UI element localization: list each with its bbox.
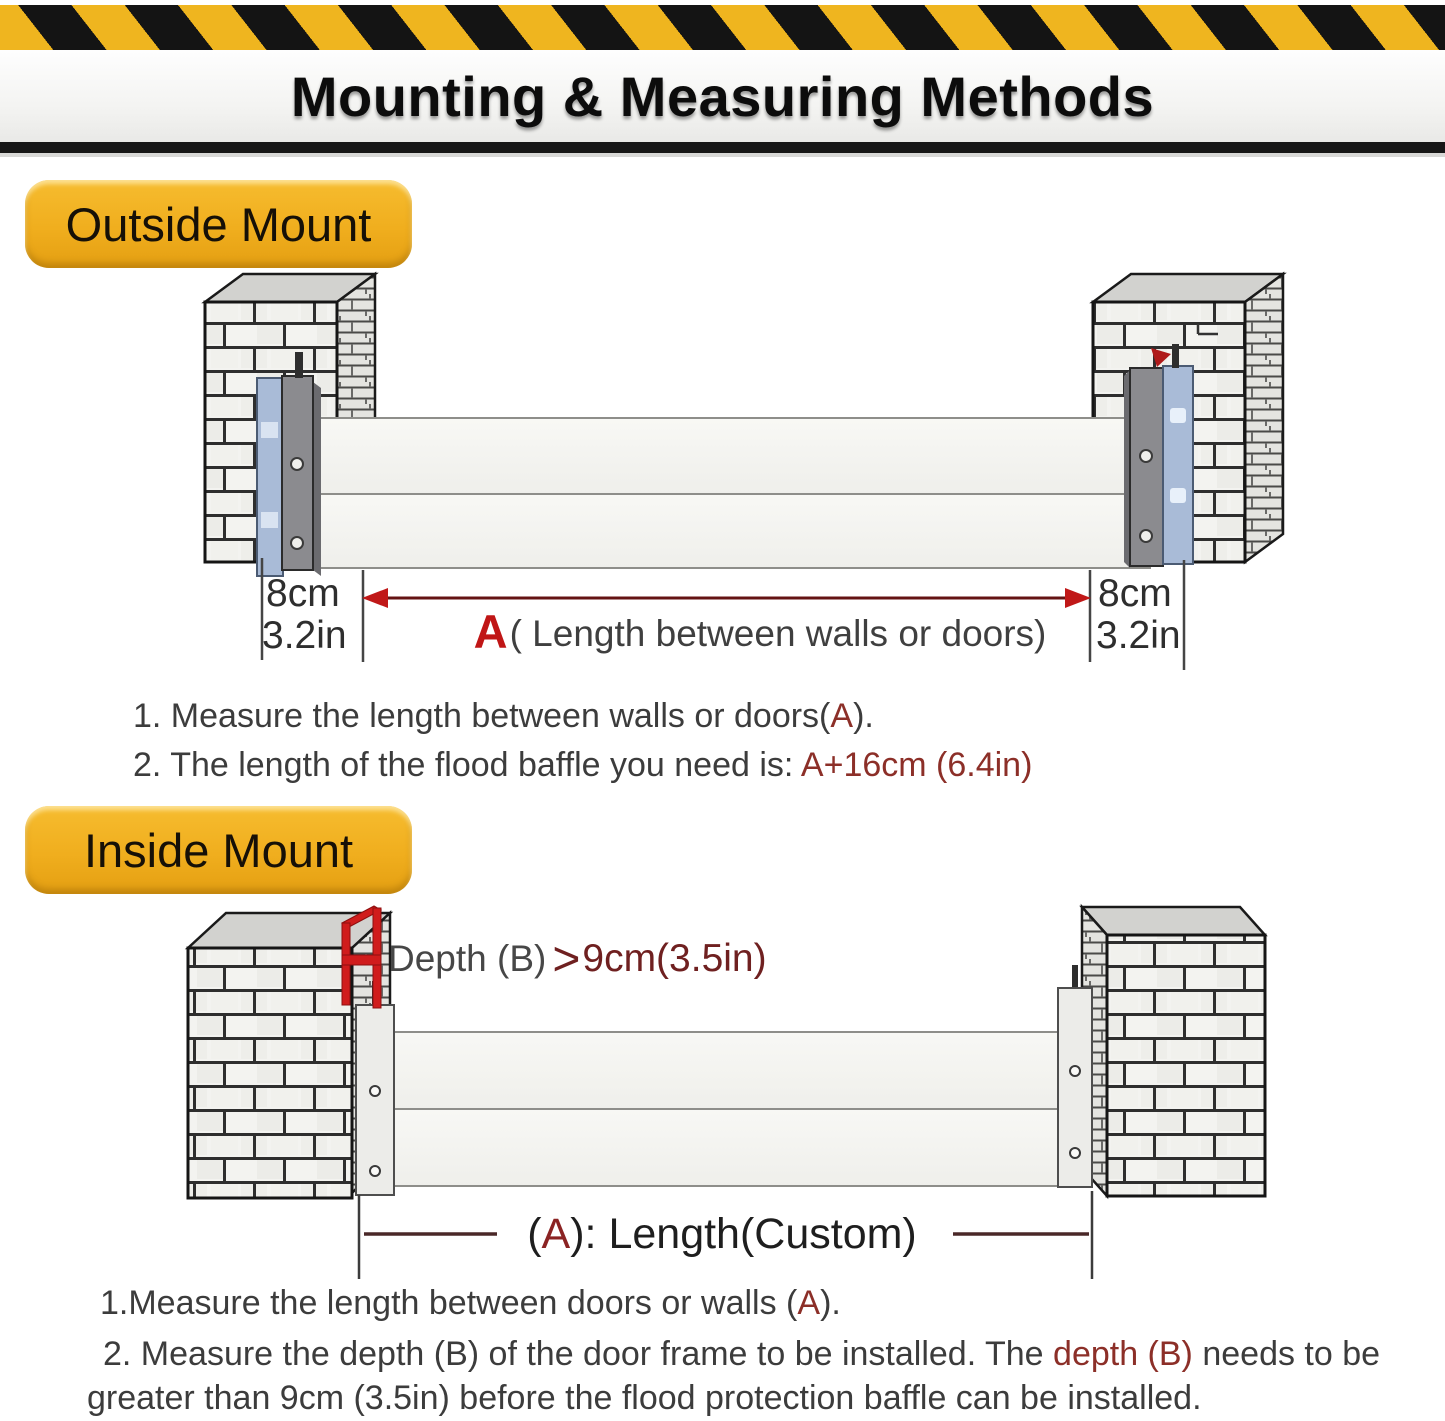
right-overlap-in: 3.2in	[1096, 614, 1181, 657]
inside-mount-badge-label: Inside Mount	[83, 823, 354, 877]
channel-slot-icon	[1170, 408, 1186, 423]
channel-slot-icon	[1170, 488, 1186, 503]
span-annotation	[430, 604, 1090, 659]
outside-step-2: 2. The length of the flood baffle you need is: A+16cm (6.4in)	[133, 746, 1033, 784]
left-wall-channel	[257, 378, 283, 576]
screw-hole-icon	[370, 1166, 380, 1176]
depth-annotation	[388, 932, 767, 987]
hazard-stripes-banner	[0, 0, 1445, 50]
greater-than-sign: >	[552, 933, 581, 986]
inside-right-channel	[1058, 965, 1092, 1187]
anchor-pin	[1072, 965, 1078, 988]
span-text: ( Length between walls or doors)	[509, 613, 1047, 654]
screw-hole-icon	[1070, 1148, 1080, 1158]
inside-left-channel	[356, 981, 394, 1195]
channel-slot-icon	[261, 422, 278, 438]
screw-hole-icon	[370, 1086, 380, 1096]
screw-hole-icon	[1070, 1066, 1080, 1076]
span-letter: A	[473, 605, 508, 658]
depth-label: Depth (B)	[388, 938, 547, 979]
outside-mount-badge-label: Outside Mount	[65, 197, 372, 251]
title-band	[0, 50, 1445, 142]
left-overlap-cm: 8cm	[266, 572, 340, 615]
arrowhead-left-icon	[362, 588, 388, 608]
right-wall-channel	[1163, 366, 1193, 564]
inside-step-1: 1.Measure the length between doors or walls (A).	[100, 1284, 841, 1322]
page-title: Mounting & Measuring Methods	[290, 64, 1155, 128]
screw-hole-icon	[291, 537, 303, 549]
outside-left-mount-hardware	[257, 352, 321, 576]
inside-right-wall	[1082, 907, 1265, 1196]
channel-slot-icon	[261, 512, 278, 528]
anchor-pin	[295, 352, 303, 378]
anchor-pin	[1172, 344, 1179, 368]
outside-right-mount-hardware	[1124, 344, 1193, 568]
screw-hole-icon	[1140, 530, 1152, 542]
depth-value: 9cm(3.5in)	[582, 937, 767, 980]
screw-hole-icon	[291, 458, 303, 470]
length-annotation: (A): Length(Custom)	[527, 1210, 917, 1258]
outside-step-1: 1. Measure the length between walls or doors(A).	[133, 697, 874, 735]
header-black-bar	[0, 142, 1445, 153]
inside-mount-badge	[25, 806, 412, 894]
length-letter: A	[541, 1210, 571, 1258]
right-overlap-cm: 8cm	[1098, 572, 1172, 615]
inside-flood-barrier	[382, 1032, 1072, 1186]
left-overlap-in: 3.2in	[262, 614, 347, 657]
inside-step-2: 2. Measure the depth (B) of the door frame to be installed. The depth (B) needs to be greater than 9cm (3.5in) before the flood protection baffle can be installed.	[87, 1335, 1381, 1417]
screw-hole-icon	[1140, 450, 1152, 462]
outside-flood-barrier	[296, 418, 1150, 568]
header-gray-line	[0, 153, 1445, 157]
